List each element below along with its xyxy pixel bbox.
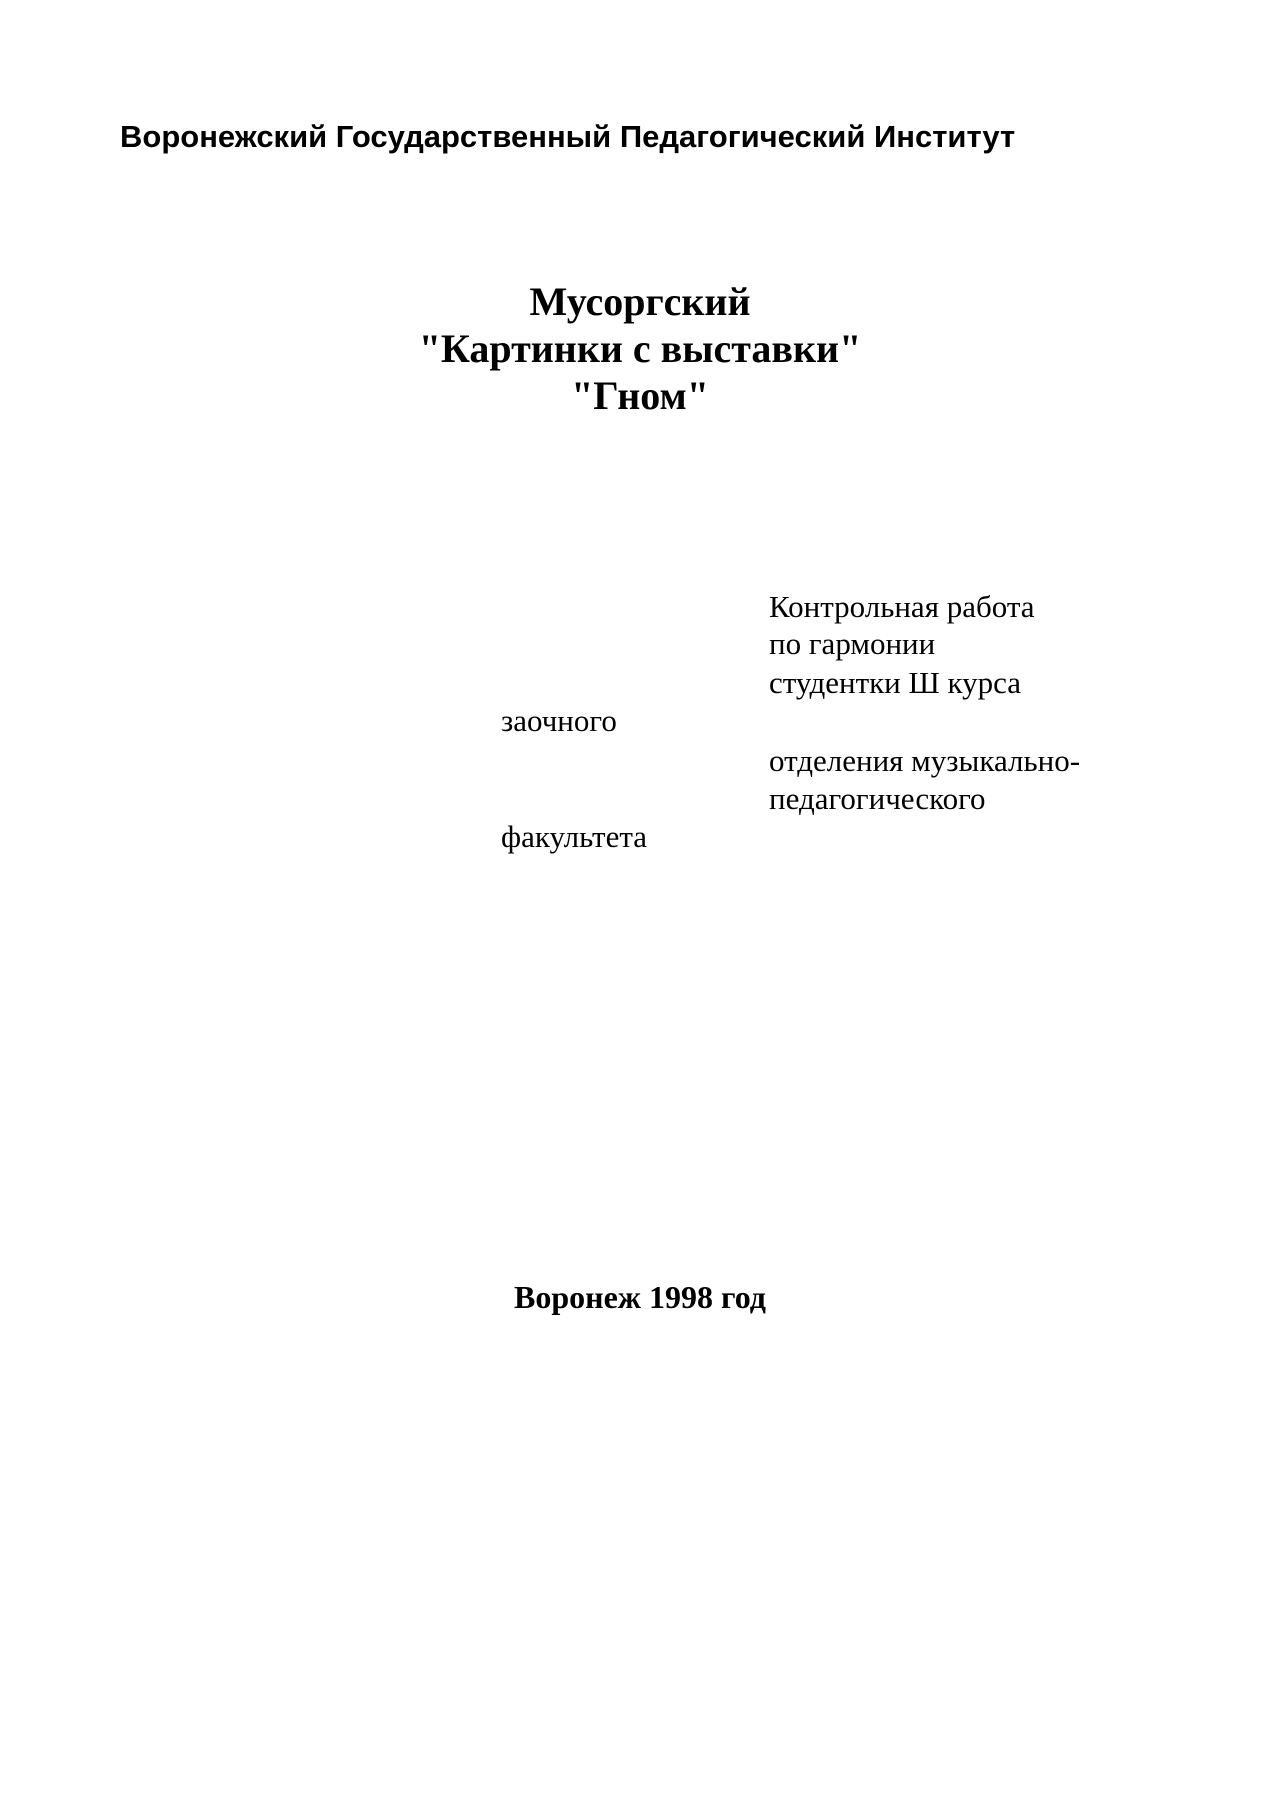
work-info-line-5: отделения музыкально-	[769, 743, 1081, 778]
institute-name: Воронежский Государственный Педагогический Институт	[120, 119, 1016, 154]
work-info-line-7: факультета	[501, 819, 648, 854]
work-info-line-1: Контрольная работа	[769, 589, 1035, 624]
city-year: Воронеж 1998 год	[514, 1279, 766, 1315]
title-cycle: "Картинки с выставки"	[418, 326, 862, 371]
work-info-line-6: педагогического	[769, 781, 986, 816]
work-info-line-2: по гармонии	[769, 626, 936, 661]
document-title	[0, 278, 1280, 419]
title-piece: "Гном"	[571, 373, 709, 418]
work-info-line-3: студентки Ш курса	[769, 665, 1022, 700]
title-composer: Мусоргский	[529, 279, 751, 324]
work-info-line-4: заочного	[501, 703, 617, 738]
